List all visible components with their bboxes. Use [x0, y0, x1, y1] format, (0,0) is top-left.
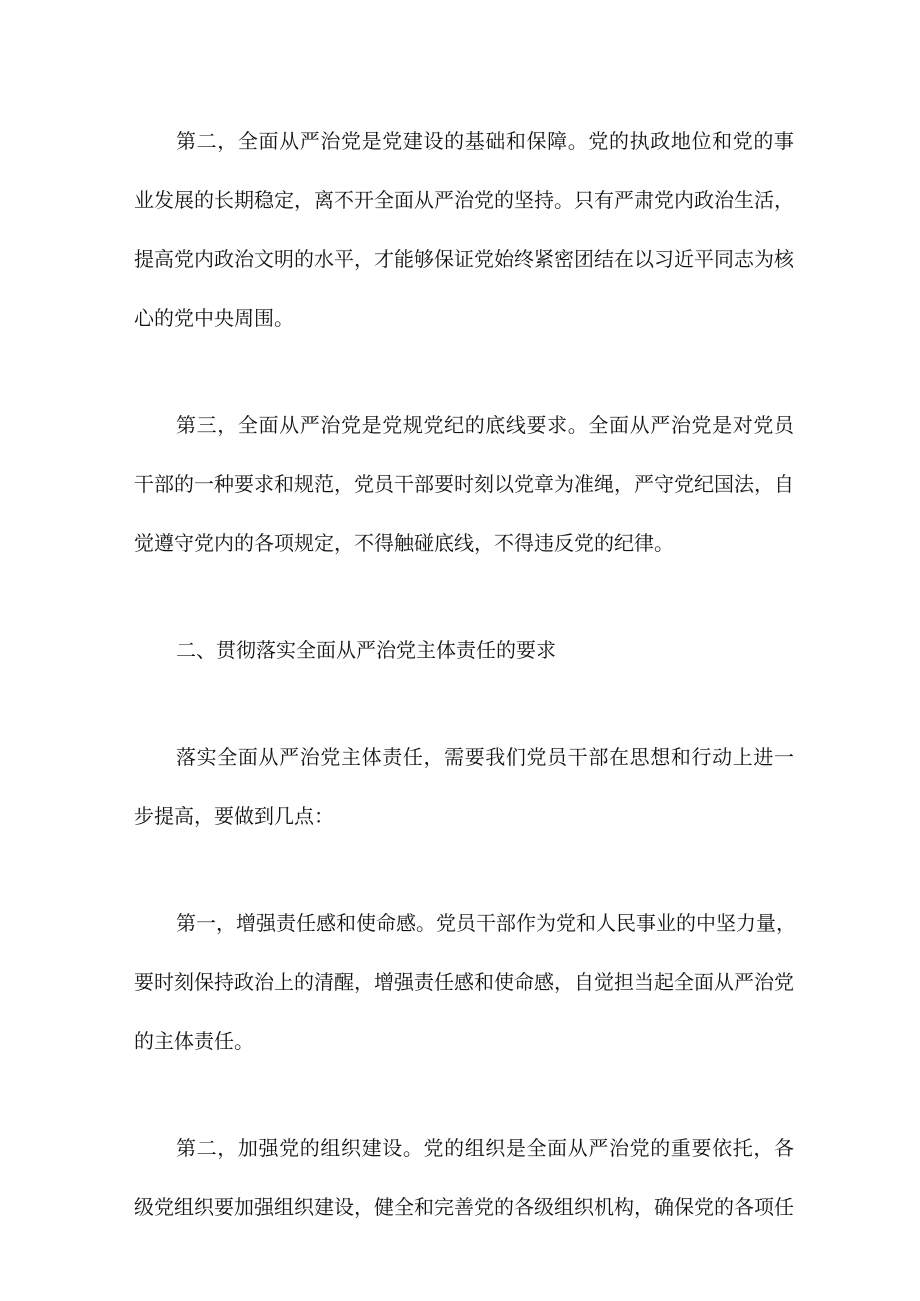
paragraph-responsibility-mission — [134, 894, 794, 1071]
text-line: 业发展的长期稳定，离不开全面从严治党的坚持。只有严肃党内政治生活， — [134, 188, 794, 212]
text-line: 觉遵守党内的各项规定，不得触碰底线，不得违反党的纪律。 — [134, 531, 674, 555]
paragraph-discipline-baseline — [134, 396, 794, 573]
paragraph-implementation-intro — [134, 728, 794, 846]
text-line: 干部的一种要求和规范，党员干部要时刻以党章为准绳，严守党纪国法，自 — [134, 472, 794, 496]
text-line: 二、贯彻落实全面从严治党主体责任的要求 — [176, 638, 556, 662]
text-line: 心的党中央周围。 — [134, 306, 294, 330]
text-line: 第二，全面从严治党是党建设的基础和保障。党的执政地位和党的事 — [176, 129, 794, 153]
text-line: 级党组织要加强组织建设，健全和完善党的各级组织机构，确保党的各项任 — [134, 1195, 794, 1219]
text-line: 要时刻保持政治上的清醒，增强责任感和使命感，自觉担当起全面从严治党 — [134, 970, 794, 994]
text-line: 的主体责任。 — [134, 1029, 254, 1053]
paragraph-organization-building — [134, 1119, 794, 1237]
text-line: 第一，增强责任感和使命感。党员干部作为党和人民事业的中坚力量， — [176, 911, 796, 935]
text-line: 提高党内政治文明的水平，才能够保证党始终紧密团结在以习近平同志为核 — [134, 247, 794, 271]
paragraph-strict-governance-foundation — [134, 112, 794, 348]
text-line: 步提高，要做到几点： — [134, 804, 334, 828]
text-line: 落实全面从严治党主体责任，需要我们党员干部在思想和行动上进一 — [176, 745, 794, 769]
document-body — [134, 112, 794, 1285]
text-line: 第二，加强党的组织建设。党的组织是全面从严治党的重要依托，各 — [176, 1136, 794, 1160]
text-line: 第三，全面从严治党是党规党纪的底线要求。全面从严治党是对党员 — [176, 413, 794, 437]
section-heading — [134, 621, 794, 680]
